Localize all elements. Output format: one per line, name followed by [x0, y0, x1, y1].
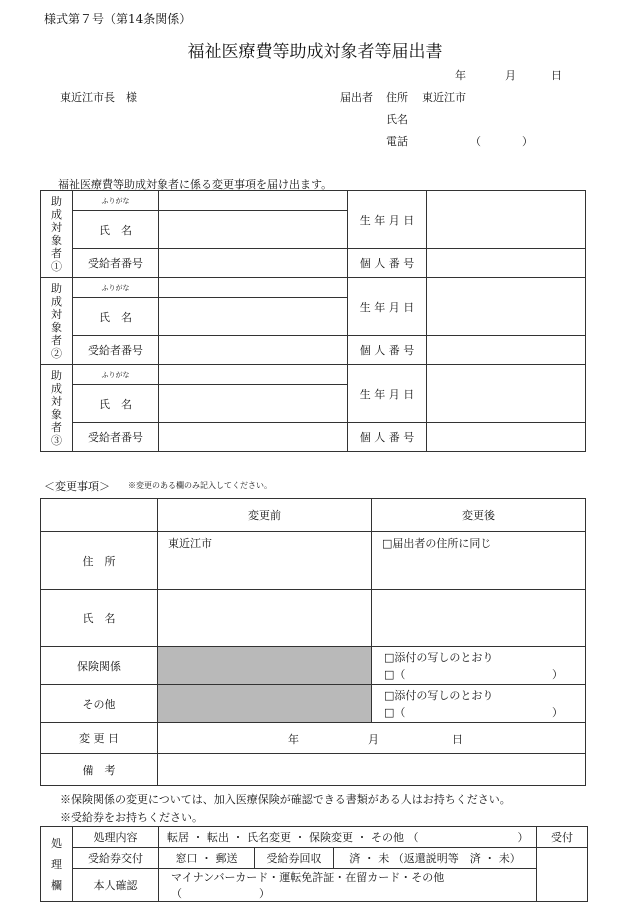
subject-1-birthdate-field[interactable] — [427, 191, 586, 249]
subject-2-furigana-field[interactable] — [159, 278, 348, 298]
change-day-label: 日 — [452, 733, 463, 746]
date-day-label: 日 — [551, 69, 562, 82]
applicant-name-label: 氏名 — [386, 113, 408, 126]
certificate-issue-label: 受給券交付 — [73, 848, 159, 869]
insurance-before-shaded — [158, 647, 372, 685]
birthdate-label: 生 年 月 日 — [348, 365, 427, 423]
furigana-label: ふりがな — [73, 191, 159, 211]
subject-1-name-field[interactable] — [159, 211, 348, 249]
subject-2-birthdate-field[interactable] — [427, 278, 586, 336]
other-before-shaded — [158, 685, 372, 723]
insurance-other-checkbox[interactable]: □（ ） — [384, 667, 563, 681]
date-year-label: 年 — [455, 69, 466, 82]
form-number: 様式第７号（第14条関係） — [44, 12, 192, 26]
change-address-label: 住 所 — [41, 532, 158, 590]
subject-1-furigana-field[interactable] — [159, 191, 348, 211]
intro-text: 福祉医療費等助成対象者に係る変更事項を届け出ます。 — [58, 178, 333, 191]
page-title: 福祉医療費等助成対象者等届出書 — [187, 42, 443, 62]
change-date-label: 変 更 日 — [41, 723, 158, 754]
change-month-label: 月 — [368, 733, 379, 746]
change-date-field[interactable] — [158, 723, 586, 754]
reception-label: 受付 — [537, 827, 588, 848]
subject-3-personal-number-field[interactable] — [427, 423, 586, 452]
insurance-attached-copy-checkbox[interactable]: □添付の写しのとおり — [384, 650, 494, 664]
subject-2-side-label: 助成対象者② — [41, 278, 73, 365]
personal-number-label: 個 人 番 号 — [348, 249, 427, 278]
subject-3-recipient-number-field[interactable] — [159, 423, 348, 452]
furigana-label: ふりがな — [73, 278, 159, 298]
certificate-collection-label: 受給券回収 — [255, 848, 334, 869]
change-name-label: 氏 名 — [41, 590, 158, 647]
subject-1-personal-number-field[interactable] — [427, 249, 586, 278]
subject-3-name-field[interactable] — [159, 385, 348, 423]
subjects-table — [40, 190, 586, 452]
changes-table — [40, 498, 586, 786]
name-label: 氏 名 — [73, 211, 159, 249]
remarks-label: 備 考 — [41, 754, 158, 786]
address-before-field[interactable]: 東近江市 — [158, 532, 372, 590]
recipient-number-label: 受給者番号 — [73, 423, 159, 452]
recipient-number-label: 受給者番号 — [73, 336, 159, 365]
insurance-after-field[interactable] — [372, 647, 586, 685]
note-insurance: ※保険関係の変更については、加入医療保険が確認できる書類がある人はお持ちください。 — [60, 793, 511, 806]
subject-2-personal-number-field[interactable] — [427, 336, 586, 365]
name-label: 氏 名 — [73, 298, 159, 336]
changes-section-label: ＜変更事項＞ — [44, 480, 110, 493]
name-after-field[interactable] — [372, 590, 586, 647]
note-bring-certificate: ※受給券をお持ちください。 — [60, 811, 203, 824]
certificate-issue-methods: 窓口 ・ 郵送 — [159, 848, 255, 869]
phone-paren-open: （ — [470, 135, 481, 148]
insurance-label: 保険関係 — [41, 647, 158, 685]
other-label: その他 — [41, 685, 158, 723]
personal-number-label: 個 人 番 号 — [348, 336, 427, 365]
changes-section-note: ※変更のある欄のみ記入してください。 — [128, 481, 272, 490]
reception-stamp-area — [537, 848, 588, 902]
subject-1-side-label: 助成対象者① — [41, 191, 73, 278]
recipient-number-label: 受給者番号 — [73, 249, 159, 278]
subject-1-recipient-number-field[interactable] — [159, 249, 348, 278]
other-other-checkbox[interactable]: □（ ） — [384, 705, 563, 719]
header-after: 変更後 — [372, 499, 586, 532]
name-label: 氏 名 — [73, 385, 159, 423]
remarks-field[interactable] — [158, 754, 586, 786]
addressee: 東近江市長 様 — [60, 91, 137, 104]
office-table — [40, 826, 588, 902]
phone-label: 電話 — [386, 135, 408, 148]
header-before: 変更前 — [158, 499, 372, 532]
identity-check-options: マイナンバーカード・運転免許証・在留カード・その他（ ） — [159, 869, 537, 902]
phone-paren-close: ） — [522, 135, 533, 148]
other-after-field[interactable] — [372, 685, 586, 723]
other-attached-copy-checkbox[interactable]: □添付の写しのとおり — [384, 688, 494, 702]
name-before-field[interactable] — [158, 590, 372, 647]
furigana-label: ふりがな — [73, 365, 159, 385]
subject-3-birthdate-field[interactable] — [427, 365, 586, 423]
subject-3-side-label: 助成対象者③ — [41, 365, 73, 452]
birthdate-label: 生 年 月 日 — [348, 278, 427, 336]
applicant-label: 届出者 — [340, 91, 373, 104]
birthdate-label: 生 年 月 日 — [348, 191, 427, 249]
office-side-label: 処理欄 — [41, 827, 73, 902]
address-label: 住所 — [386, 91, 408, 104]
subject-2-name-field[interactable] — [159, 298, 348, 336]
date-month-label: 月 — [505, 69, 516, 82]
changes-header-blank — [41, 499, 158, 532]
process-content-options: 転居 ・ 転出 ・ 氏名変更 ・ 保険変更 ・ その他 （ ） — [159, 827, 537, 848]
certificate-collection-status: 済 ・ 未 （返還説明等 済 ・ 未） — [334, 848, 537, 869]
subject-2-recipient-number-field[interactable] — [159, 336, 348, 365]
address-after-same-checkbox[interactable]: □届出者の住所に同じ — [372, 532, 586, 590]
subject-3-furigana-field[interactable] — [159, 365, 348, 385]
address-value: 東近江市 — [422, 91, 466, 104]
identity-check-label: 本人確認 — [73, 869, 159, 902]
process-content-label: 処理内容 — [73, 827, 159, 848]
personal-number-label: 個 人 番 号 — [348, 423, 427, 452]
change-year-label: 年 — [288, 733, 299, 746]
